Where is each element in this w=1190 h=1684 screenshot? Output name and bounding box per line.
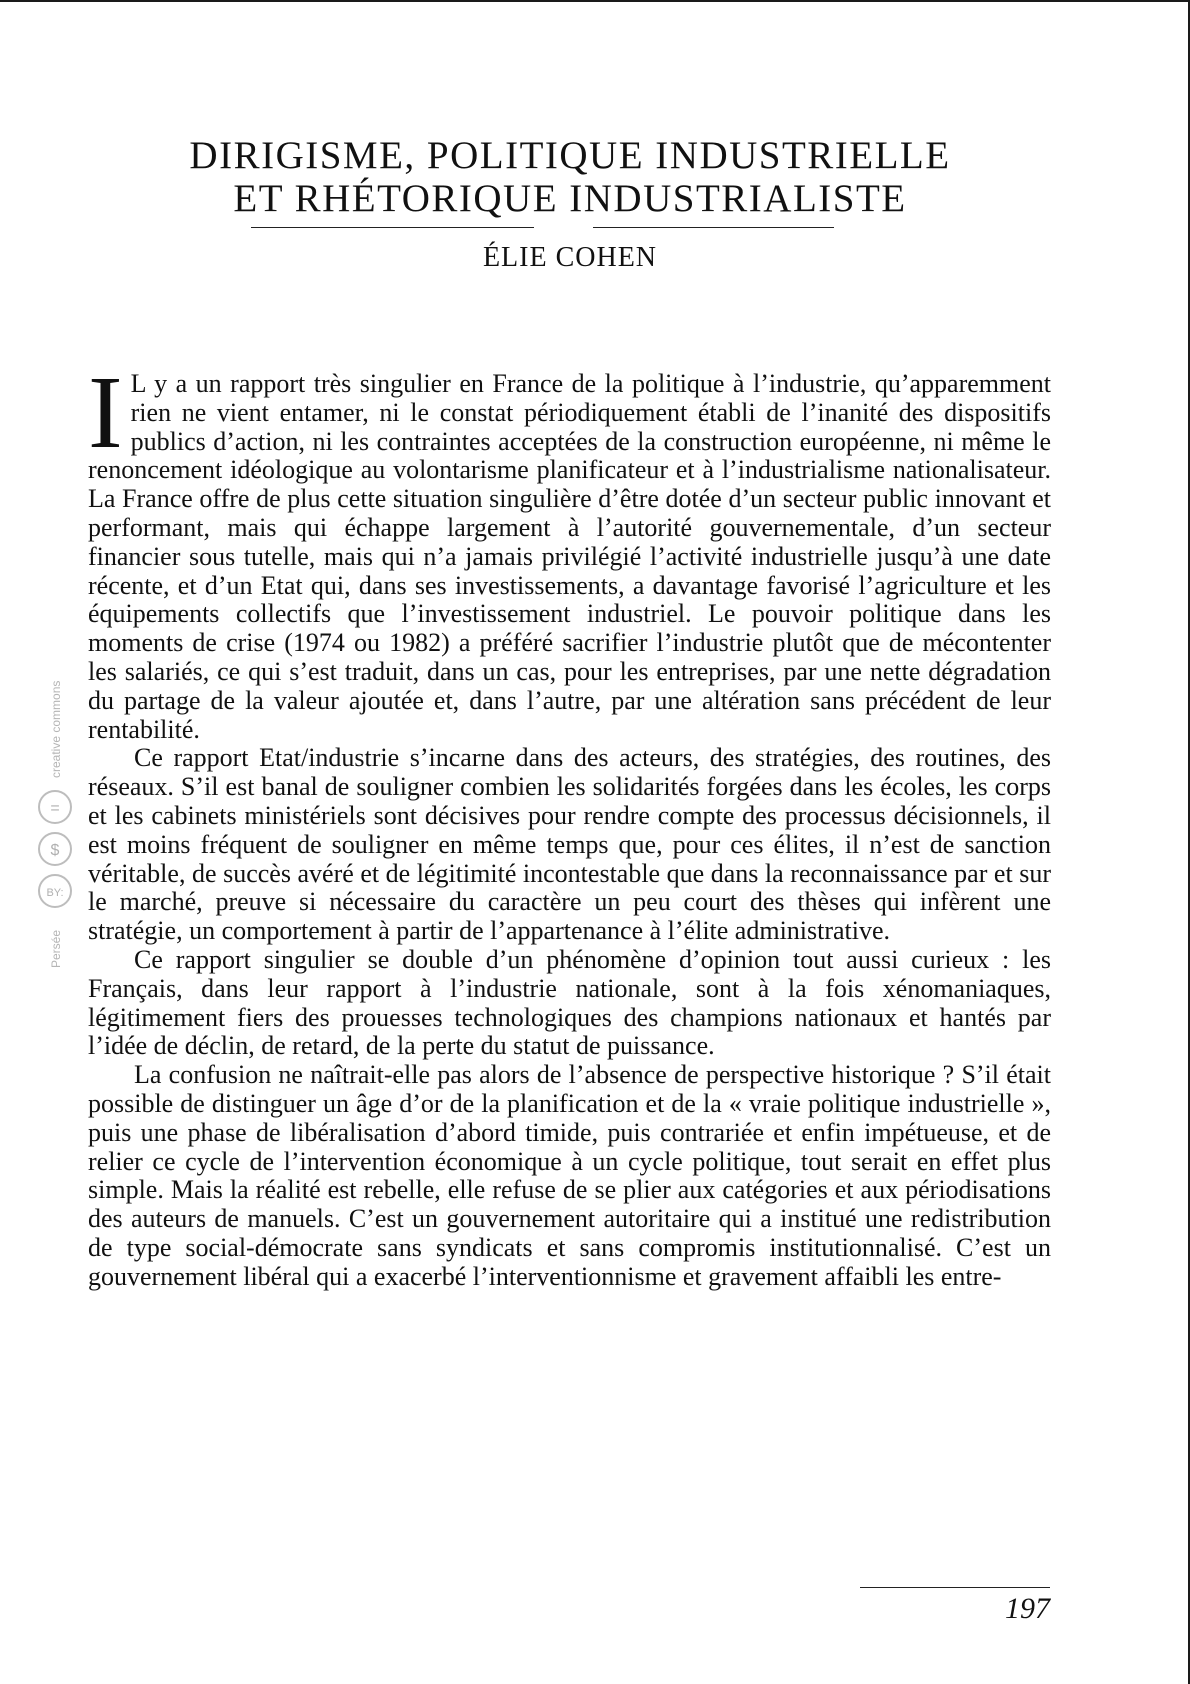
page-number: 197 <box>1005 1592 1050 1625</box>
article-title-line-2: ET RHÉTORIQUE INDUSTRIALISTE <box>233 177 907 220</box>
title-rule-left <box>251 227 534 228</box>
article-body <box>88 355 1051 1292</box>
paragraph-1-text: L y a un rapport très singulier en France de la politique à l’industrie, qu’apparemment rien ne vient entamer, ni le constat périodiquement établi de l’inanité des dispositifs publics d’action, ni les contraintes acceptées de la construction européenne, ni même le renoncement idéologique au volontarisme planificateur et à l’industrialisme nationalisateur. La France offre de plus cette situation singulière d’être dotée d’un secteur public innovant et performant, mais qui échappe largement à l’autorité gouvernementale, d’un secteur financier sous tutelle, mais qui n’a jamais privilégié l’activité industrielle jusqu’à une date récente, et d’un Etat qui, dans ses investissements, a davantage favorisé l’agriculture et les équipements collectifs que l’investissement industriel. Le pouvoir politique dans les moments de crise (1974 ou 1982) a préféré sacrifier l’industrie plutôt que de mécontenter les salariés, ce qui s’est traduit, dans un cas, pour les entreprises, par une nette dégradation du partage de la valeur ajoutée et, dans l’autre, par une altération sans précédent de leur rentabilité. <box>88 369 1051 744</box>
title-rule-right <box>593 227 834 228</box>
persee-label: Persée <box>49 929 63 969</box>
article-title-line-1: DIRIGISME, POLITIQUE INDUSTRIELLE <box>189 134 951 177</box>
author-name: ÉLIE COHEN <box>482 242 658 273</box>
footer-rule <box>860 1587 1050 1588</box>
article-title <box>120 134 1020 220</box>
no-derivatives-icon: = <box>38 790 72 824</box>
paragraph-2: Ce rapport Etat/industrie s’incarne dans des acteurs, des stratégies, des routines, des réseaux. S’il est banal de souligner combien les solidarités forgées dans les écoles, les corps et les cabinets ministériels sont décisives pour rendre compte des processus décisionnels, il est moins fréquent de souligner en même temps que, pour ces élites, il n’est de sanction véritable, de succès avéré et de légitimité incontestable que dans la reconnaissance par et sur le marché, preuve si nécessaire du caractère un peu court des thèses qui infèrent une stratégie, un comportement à partir de l’appartenance à l’élite administrative. <box>88 743 1051 946</box>
attribution-icon: BY: <box>38 874 72 908</box>
license-watermark <box>36 680 76 982</box>
non-commercial-icon: $ <box>38 832 72 866</box>
paragraph-3: Ce rapport singulier se double d’un phénomène d’opinion tout aussi curieux : les Français, dans leur rapport à l’industrie nationale, sont à la fois xénomaniaques, légitimement fiers des prouesses technologiques des champions nationaux et hantés par l’idée de déclin, de retard, de la perte du statut de puissance. <box>88 944 1051 1061</box>
paragraph-1 <box>88 355 1051 744</box>
creative-commons-label: creative commons <box>49 680 63 778</box>
paragraph-4: La confusion ne naîtrait-elle pas alors de l’absence de perspective historique ? S’il était possible de distinguer un âge d’or de la planification et de la « vraie politique industrielle », puis une phase de libéralisation d’abord timide, puis contrariée et enfin impétueuse, et de relier ce cycle de l’intervention économique à un cycle politique, tout serait en effet plus simple. Mais la réalité est rebelle, elle refuse de se plier aux catégories et aux périodisations des auteurs de manuels. C’est un gouvernement autoritaire qui a institué une redistribution de type social-démocrate sans syndicats et sans compromis institutionnalisé. C’est un gouvernement libéral qui a exacerbé l’interventionnisme et gravement affaibli les entre- <box>88 1060 1051 1291</box>
drop-cap: I <box>88 355 123 470</box>
